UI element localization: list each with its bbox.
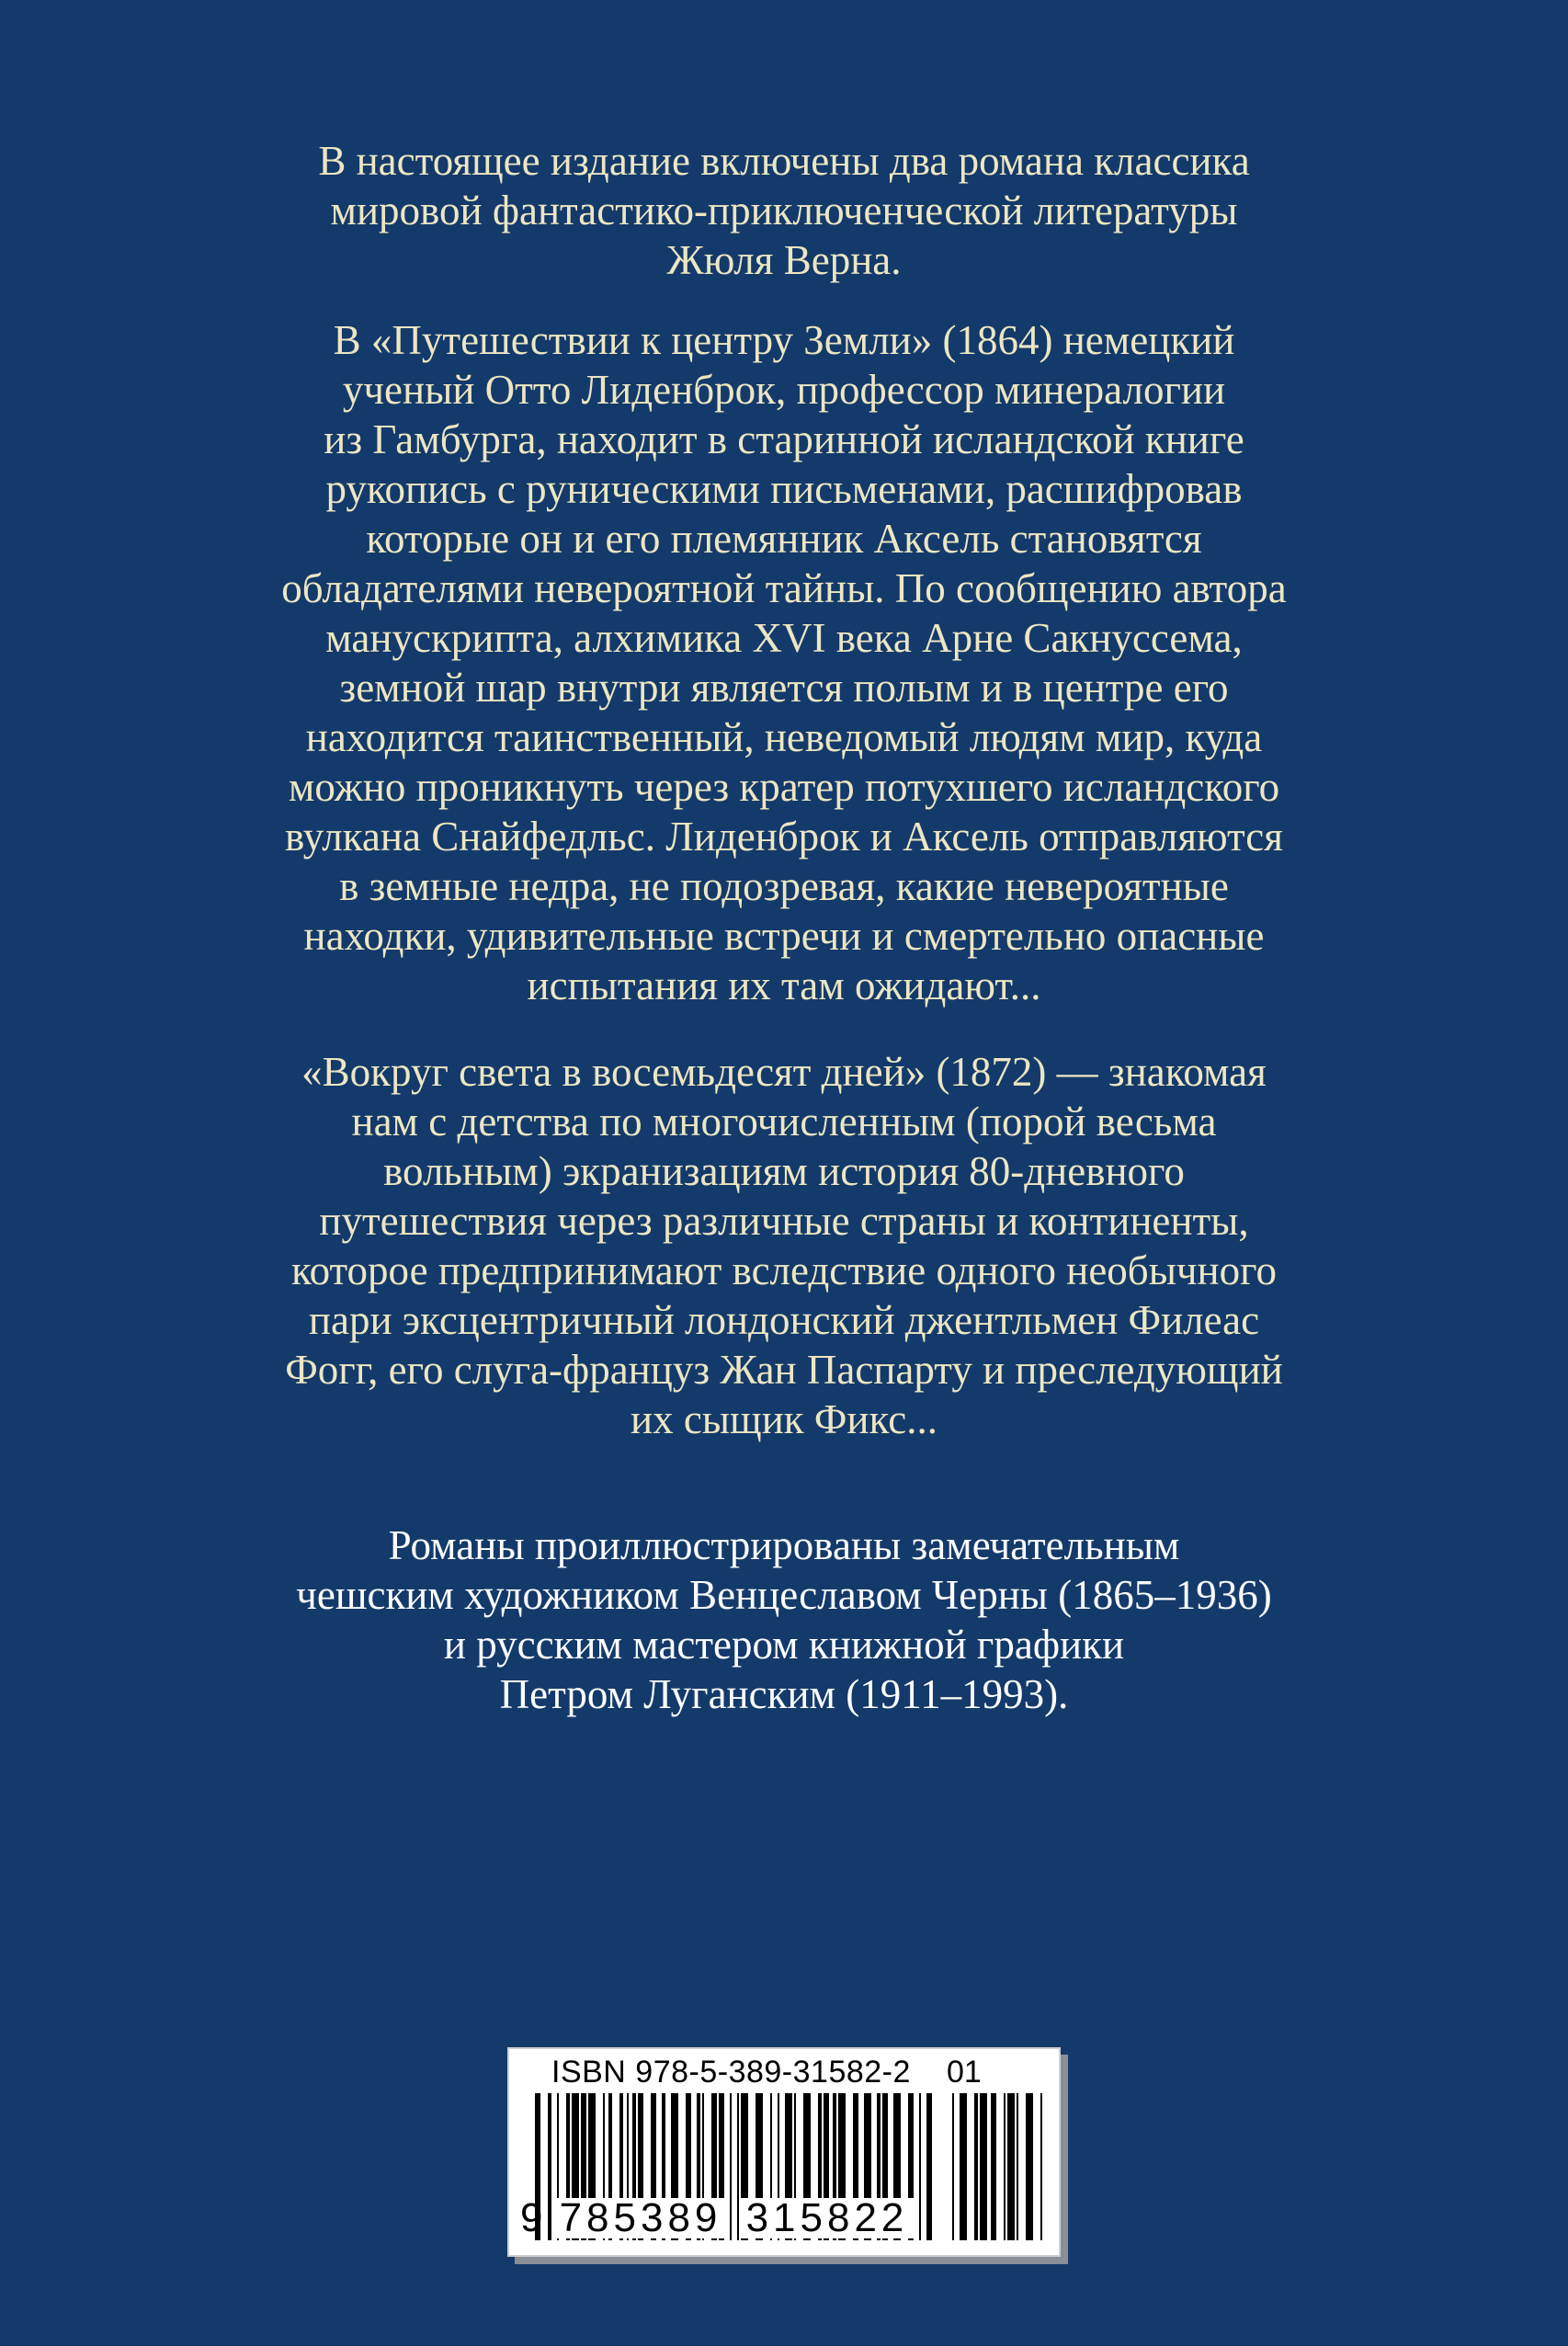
text-line: В «Путешествии к центру Земли» (1864) немецкий <box>333 317 1235 363</box>
barcode-addon-label: 01 <box>947 2055 982 2090</box>
text-line: нам с детства по многочисленным (порой весьма <box>351 1099 1217 1145</box>
text-line: испытания их там ожидают... <box>527 962 1041 1008</box>
isbn-barcode <box>507 2047 1061 2257</box>
barcode-digit-first: 9 <box>520 2195 543 2240</box>
illustrators-note <box>221 1520 1347 1719</box>
text-line: путешествия через различные страны и континенты, <box>319 1198 1249 1244</box>
description-paragraph-intro <box>221 136 1347 285</box>
barcode-bar <box>548 2093 551 2240</box>
text-line: их сыщик Фикс... <box>631 1396 937 1442</box>
description-paragraph-journey-center-earth <box>221 315 1347 1010</box>
text-line: ученый Отто Лиденброк, профессор минералогии <box>342 367 1226 413</box>
barcode-bar <box>926 2093 932 2240</box>
text-line: вольным) экранизациям история 80-дневного <box>383 1148 1185 1194</box>
text-line: рукопись с руническими письменами, расшифровав <box>325 466 1243 512</box>
text-line: в земные недра, не подозревая, какие невероятные <box>339 863 1229 909</box>
text-line: В настоящее издание включены два романа классика <box>318 138 1250 184</box>
text-line: и русским мастером книжной графики <box>443 1622 1125 1668</box>
text-line: Романы проиллюстрированы замечательным <box>388 1522 1180 1568</box>
barcode-bar <box>952 2093 954 2240</box>
text-line: которые он и его племянник Аксель становятся <box>366 516 1202 562</box>
text-line: земной шар внутри является полым и в центре его <box>339 665 1229 711</box>
text-line: Жюля Верна. <box>666 237 902 283</box>
text-line: находится таинственный, неведомый людям мир, куда <box>305 714 1263 760</box>
text-line: вулкана Снайфедльс. Лиденброк и Аксель отправляются <box>285 814 1283 860</box>
text-line: мировой фантастико-приключенческой литературы <box>330 188 1238 233</box>
barcode-bar <box>919 2093 921 2240</box>
barcode-bar <box>1040 2093 1042 2240</box>
text-line: находки, удивительные встречи и смертельно опасные <box>303 913 1265 959</box>
barcode-bar <box>1017 2093 1018 2240</box>
text-line: чешским художником Венцеславом Черны (1865–1936) <box>296 1572 1272 1618</box>
text-line: из Гамбурга, находит в старинной исландской книге <box>324 416 1244 462</box>
text-line: пари эксцентричный лондонский джентльмен Филеас <box>308 1297 1260 1343</box>
barcode-bar <box>991 2093 996 2240</box>
text-line: можно проникнуть через кратер потухшего исландского <box>288 764 1280 810</box>
barcode-bar <box>730 2093 732 2240</box>
description-paragraph-around-the-world <box>221 1047 1347 1444</box>
text-line: Фогг, его слуга-француз Жан Паспарту и преследующий <box>285 1347 1283 1393</box>
barcode-bar <box>1004 2093 1006 2240</box>
text-line: манускрипта, алхимика XVI века Арне Сакнуссема, <box>325 615 1243 661</box>
text-line: которое предпринимают вследствие одного необычного <box>291 1247 1277 1293</box>
text-line: обладателями невероятной тайны. По сообщению автора <box>281 565 1287 611</box>
isbn-label: ISBN 978-5-389-31582-2 <box>551 2055 911 2090</box>
barcode-bar <box>1007 2093 1015 2240</box>
barcode-bar <box>960 2093 967 2240</box>
text-line: Петром Луганским (1911–1993). <box>499 1671 1069 1717</box>
barcode-addon-bars <box>952 2093 1042 2240</box>
barcode-digits-left: 785389 <box>553 2198 728 2238</box>
text-line: «Вокруг света в восемьдесят дней» (1872) — знакомая <box>301 1049 1267 1095</box>
barcode-bar <box>1026 2093 1033 2240</box>
barcode-digits-right: 315822 <box>739 2198 915 2238</box>
barcode-bar <box>974 2093 978 2240</box>
barcode-bar <box>980 2093 987 2240</box>
